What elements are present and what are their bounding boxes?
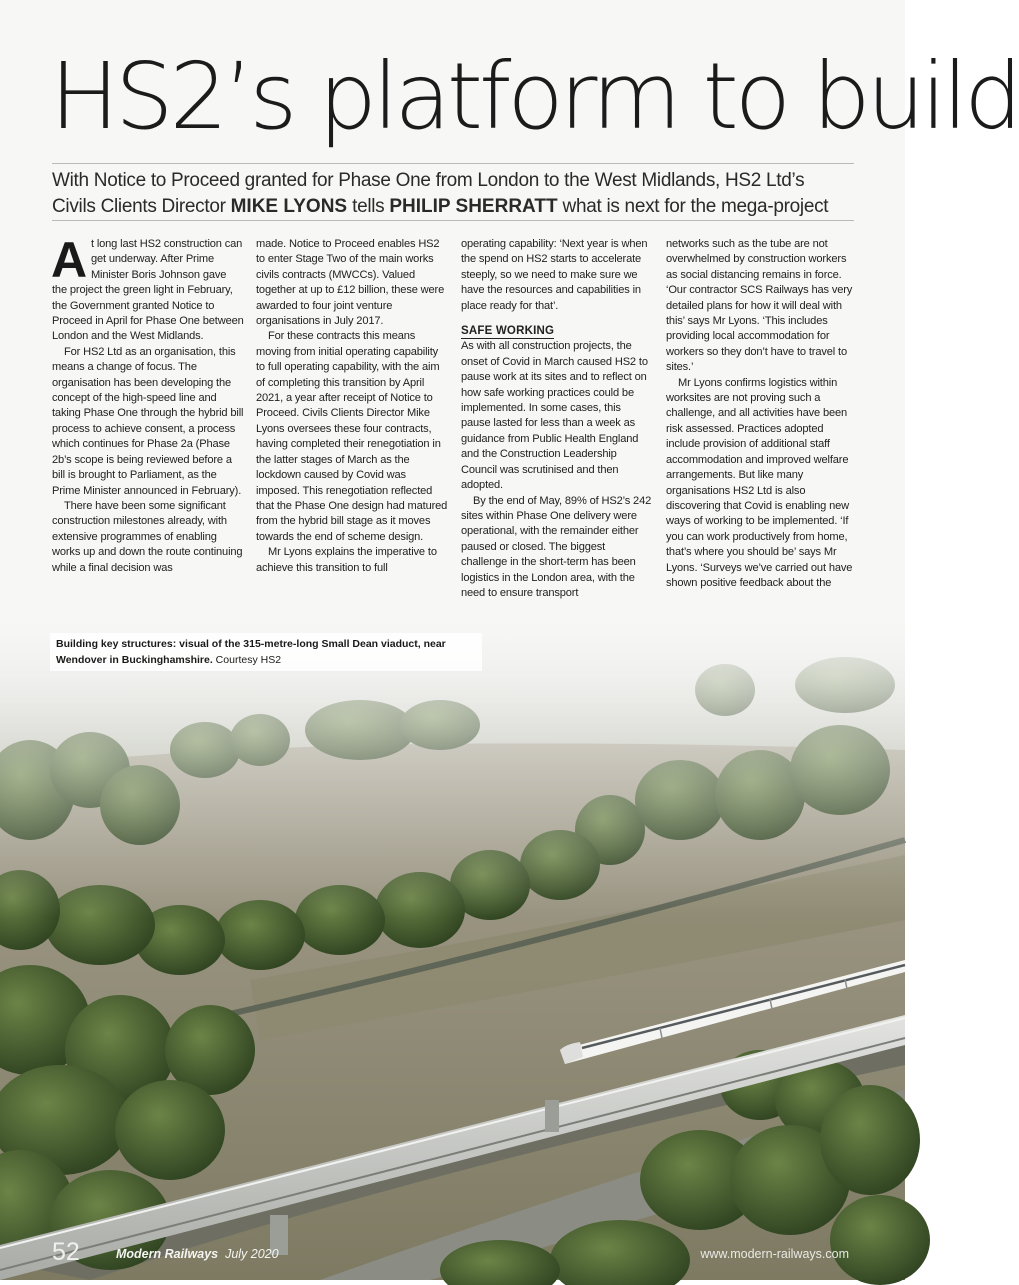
photo-caption xyxy=(50,633,482,671)
standfirst xyxy=(52,168,852,220)
viaduct-visual xyxy=(0,620,905,1280)
paragraph: Mr Lyons explains the imperative to achieve this transition to full xyxy=(256,546,437,574)
paragraph: For HS2 Ltd as an organisation, this means a change of focus. The organisation has been developing the concept of the high-speed line and taking Phase One through the hybrid bill process to achieve consent, a process which continues for Phase 2a (Phase 2b’s scope is being reviewed before a bill is brought to Parliament, as the Prime Minister announced in February). xyxy=(52,345,244,497)
drop-cap: A xyxy=(51,232,87,288)
paragraph: operating capability: ‘Next year is when the spend on HS2 starts to accelerate steeply, so we need to make sure we have the resources and capabilities in place ready for that’. xyxy=(461,238,648,312)
landscape-illustration xyxy=(0,620,905,1280)
paragraph: By the end of May, 89% of HS2’s 242 sites within Phase One delivery were operational, with the remainder either paused or closed. The biggest challenge in the short-term has been logistics in the London area, with the need to ensure transport xyxy=(461,494,652,599)
website-url: www.modern-railways.com xyxy=(700,1247,849,1261)
standfirst-text-2: tells xyxy=(347,196,390,217)
headline: HS2’s platform to build xyxy=(50,43,1019,150)
article-body xyxy=(51,232,853,622)
paragraph: made. Notice to Proceed enables HS2 to enter Stage Two of the main works civils contracts (MWCCs). Valued together at up to £12 billion, these were awarded to four joint venture organisations in July 2017. xyxy=(256,238,445,328)
paragraph: Mr Lyons confirms logistics within worksites are not proving such a challenge, and all activities have been risk assessed. Practices adopted include provision of additional staff accommodation and improved welfare arrangements. But like many organisations HS2 Ltd is also discovering that Covid is enabling new ways of working to be implemented. ‘If you can work productively from home, that’s where you should be’ says Mr Lyons. ‘Surveys we’ve carried out have shown positive feedback about the xyxy=(666,376,853,589)
article-column-1 xyxy=(51,232,244,576)
magazine-credit xyxy=(116,1247,279,1261)
paragraph: For these contracts this means moving from initial operating capability to full operating capability, with the aim of completing this transition by April 2021, a year after receipt of Notice to Proceed. Civils Clients Director Mike Lyons oversees these four contracts, having completed their renegotiation in the latter stages of March as the lockdown caused by Covid was imposed. This renegotiation reflected that the Phase One design had matured from the hybrid bill stage as it moves towards the end of scheme design. xyxy=(256,330,448,543)
standfirst-rule xyxy=(52,220,854,221)
article-column-3 xyxy=(461,237,653,601)
paragraph: There have been some significant construction milestones already, with extensive programmes of enabling works up and down the route continuing while a final decision was xyxy=(52,499,243,574)
magazine-title: Modern Railways xyxy=(116,1247,219,1261)
page-number: 52 xyxy=(52,1238,80,1266)
standfirst-text-3: what is next for the mega-project xyxy=(557,196,829,217)
headline-rule xyxy=(52,163,854,164)
article-column-2 xyxy=(256,237,448,576)
subheading: SAFE WORKING xyxy=(461,325,555,338)
standfirst-text-1: With Notice to Proceed granted for Phase One from London to the West Midlands, HS2 Ltd’s Civils Clients Director xyxy=(52,170,805,217)
author-name: PHILIP SHERRATT xyxy=(389,196,558,217)
paragraph: As with all construction projects, the onset of Covid in March caused HS2 to pause work at its sites and to reflect on how safe working practices could be implemented. In some cases, this pause lasted for less than a week as guidance from Public Health England and the Construction Leadership Council was scrutinised and then adopted. xyxy=(461,340,648,492)
paragraph: networks such as the tube are not overwhelmed by construction workers as social distancing remains in force. ‘Our contractor SCS Railways has very detailed plans for how it will deal with this’ says Mr Lyons. ‘This includes providing local accommodation for workers so they don’t have to travel to sites.’ xyxy=(666,238,853,374)
paragraph: At long last HS2 construction can get underway. After Prime Minister Boris Johnson gave the project the green light in February, the Government granted Notice to Proceed in April for Phase One between London and the West Midlands. xyxy=(51,232,244,343)
photo-credit: Courtesy HS2 xyxy=(212,654,282,666)
caption-text: Building key structures: visual of the 315-metre-long Small Dean viaduct, near Wendover in Buckinghamshire. xyxy=(56,638,446,666)
article-column-4 xyxy=(666,237,858,591)
issue-date: July 2020 xyxy=(225,1247,279,1261)
page-footer xyxy=(0,1238,905,1274)
interviewee-name: MIKE LYONS xyxy=(230,196,348,217)
